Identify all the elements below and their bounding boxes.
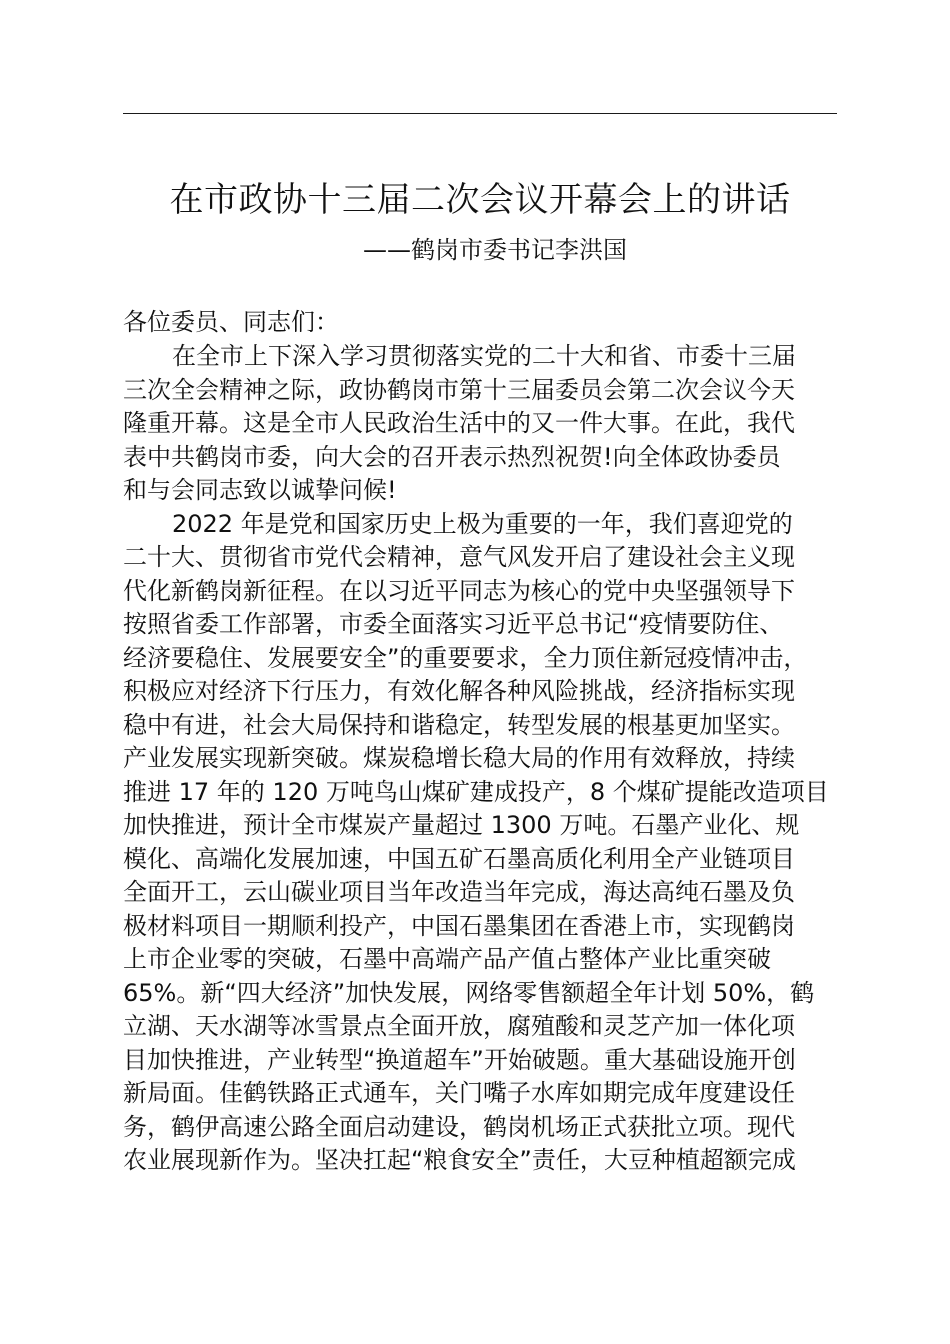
paragraph-line: 推进 17 年的 120 万吨鸟山煤矿建成投产，8 个煤矿提能改造项目 — [123, 777, 829, 806]
speech-body — [123, 340, 883, 1178]
paragraph-line: 新局面。佳鹤铁路正式通车，关门嘴子水库如期完成年度建设任 — [123, 1079, 795, 1107]
paragraph-line: 2022 年是党和国家历史上极为重要的一年，我们喜迎党的 — [172, 509, 793, 538]
paragraph-line: 积极应对经济下行压力，有效化解各种风险挑战，经济指标实现 — [123, 677, 795, 705]
paragraph-line: 二十大、贯彻省市党代会精神，意气风发开启了建设社会主义现 — [123, 543, 795, 571]
paragraph-line: 稳中有进，社会大局保持和谐稳定，转型发展的根基更加坚实。 — [123, 710, 795, 739]
paragraph-line: 在全市上下深入学习贯彻落实党的二十大和省、市委十三届 — [172, 342, 796, 370]
header-rule — [123, 113, 837, 114]
paragraph-line: 务，鹤伊高速公路全面启动建设，鹤岗机场正式获批立项。现代 — [123, 1112, 795, 1141]
paragraph-line: 目加快推进，产业转型“换道超车”开始破题。重大基础设施开创 — [123, 1045, 796, 1074]
salutation: 各位委员、同志们： — [123, 308, 339, 336]
paragraph-line: 全面开工，云山碳业项目当年改造当年完成，海达高纯石墨及负 — [123, 878, 795, 906]
paragraph-line: 上市企业零的突破，石墨中高端产品产值占整体产业比重突破 — [123, 945, 771, 973]
paragraph-line: 模化、高端化发展加速，中国五矿石墨高质化利用全产业链项目 — [123, 844, 795, 873]
paragraph-line: 经济要稳住、发展要安全”的重要要求，全力顶住新冠疫情冲击， — [123, 643, 808, 672]
paragraph-line: 表中共鹤岗市委，向大会的召开表示热烈祝贺!向全体政协委员 — [123, 442, 781, 471]
paragraph-line: 65%。新“四大经济”加快发展，网络零售额超全年计划 50%，鹤 — [123, 978, 815, 1007]
paragraph-line: 极材料项目一期顺利投产，中国石墨集团在香港上市，实现鹤岗 — [123, 911, 795, 940]
paragraph-line: 代化新鹤岗新征程。在以习近平同志为核心的党中央坚强领导下 — [123, 576, 795, 605]
document-title: 在市政协十三届二次会议开幕会上的讲话 — [169, 180, 791, 220]
paragraph-line: 隆重开幕。这是全市人民政治生活中的又一件大事。在此，我代 — [123, 409, 795, 437]
document-subtitle: ——鹤岗市委书记李洪国 — [363, 236, 627, 264]
paragraph-line: 立湖、天水湖等冰雪景点全面开放，腐殖酸和灵芝产加一体化项 — [123, 1012, 795, 1040]
paragraph-line: 加快推进，预计全市煤炭产量超过 1300 万吨。石墨产业化、规 — [123, 811, 800, 839]
paragraph-line: 农业展现新作为。坚决扛起“粮食安全”责任，大豆种植超额完成 — [123, 1146, 796, 1174]
paragraph-line: 产业发展实现新突破。煤炭稳增长稳大局的作用有效释放，持续 — [123, 744, 795, 772]
paragraph-line: 按照省委工作部署，市委全面落实习近平总书记“疫情要防住、 — [123, 610, 784, 638]
paragraph-line: 和与会同志致以诚挚问候! — [123, 476, 397, 504]
paragraph-line: 三次全会精神之际，政协鹤岗市第十三届委员会第二次会议今天 — [123, 375, 795, 404]
